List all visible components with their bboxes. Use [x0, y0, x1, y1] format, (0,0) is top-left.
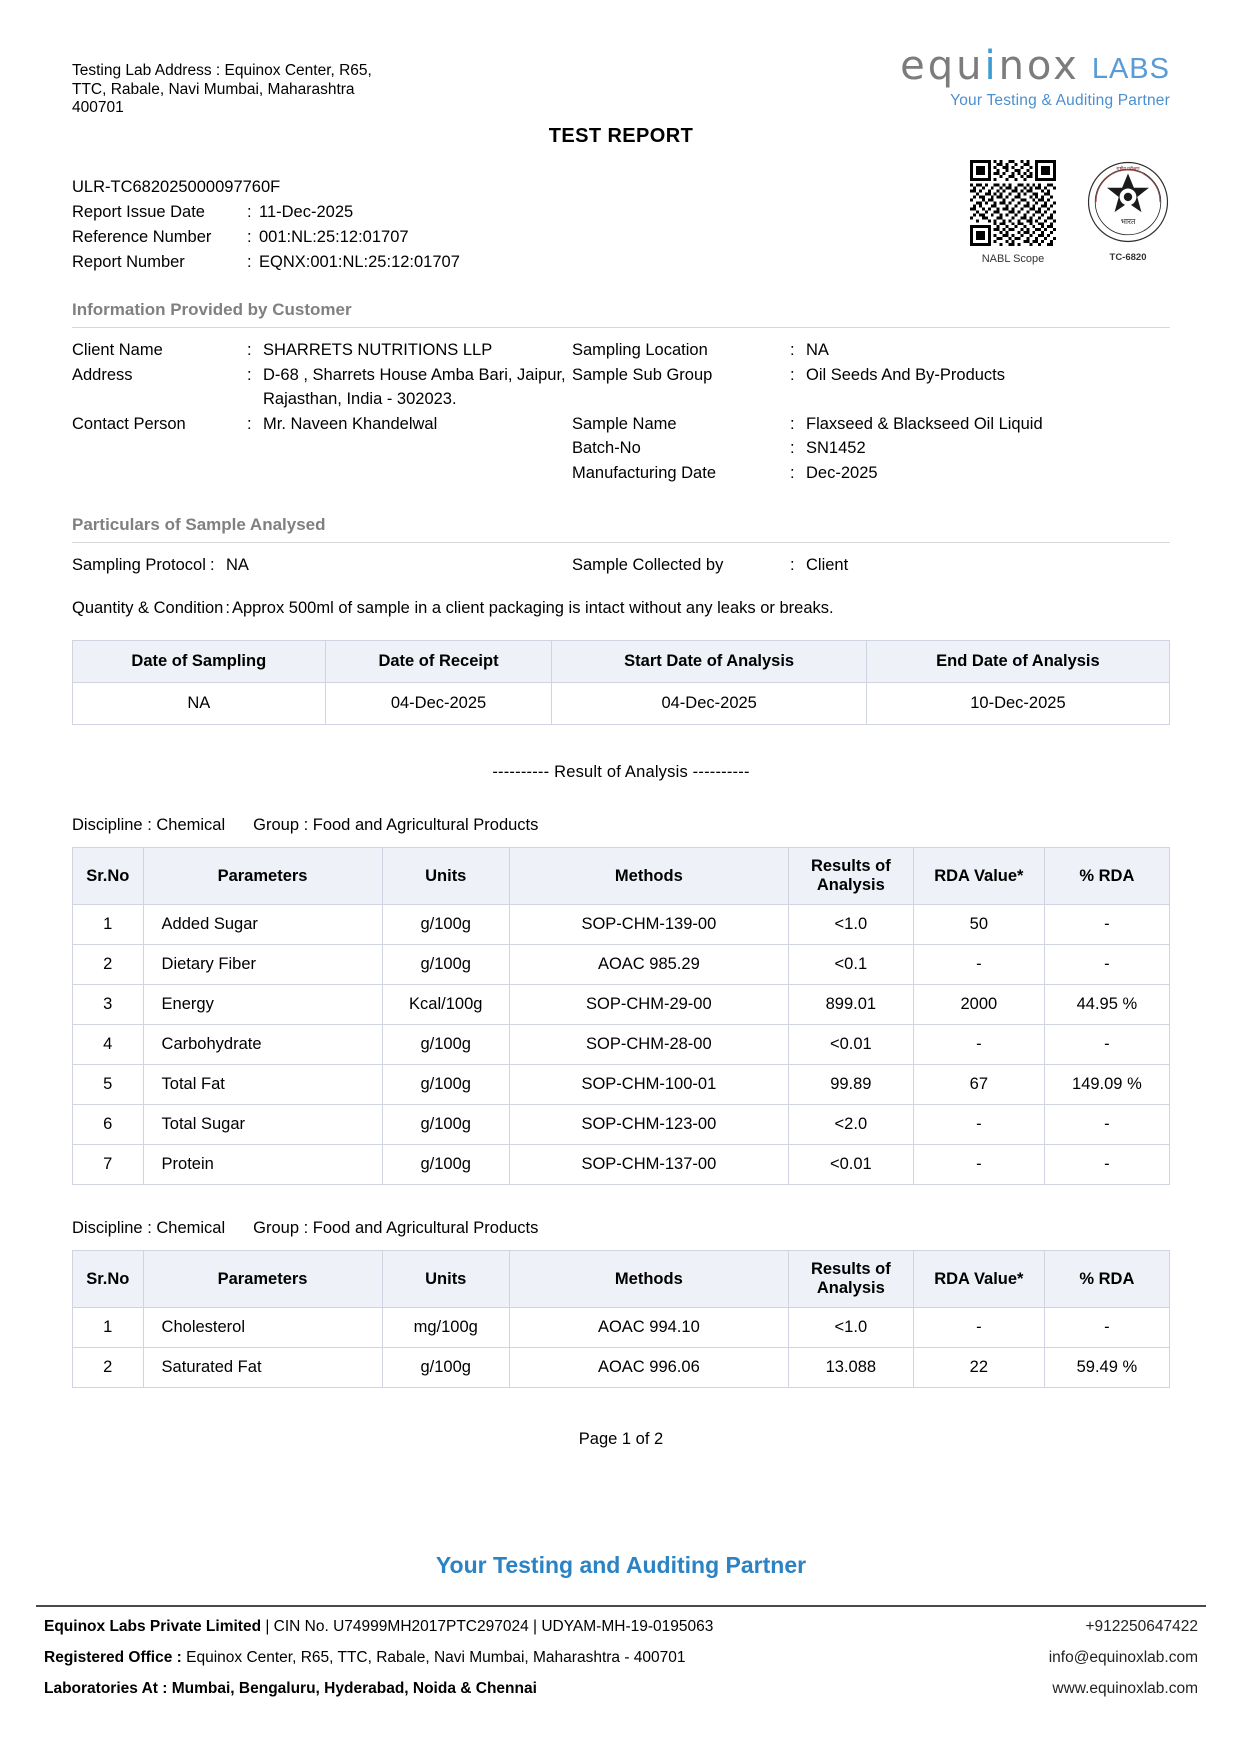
cell-result: <2.0 — [788, 1105, 913, 1145]
particulars-section-heading: Particulars of Sample Analysed — [72, 515, 1170, 543]
cell-method: SOP-CHM-29-00 — [509, 985, 788, 1025]
cell-units: g/100g — [382, 1348, 509, 1388]
sample-collected-label: Sample Collected by — [572, 556, 724, 574]
cell-rda: 50 — [913, 905, 1044, 945]
cell-sr: 3 — [73, 985, 144, 1025]
cell-parameter: Dietary Fiber — [143, 945, 382, 985]
discipline-label-2: Discipline : Chemical — [72, 1219, 226, 1237]
cell-percent-rda: - — [1044, 1105, 1169, 1145]
batch-no-value: SN1452 — [806, 439, 866, 457]
cell-percent-rda: 59.49 % — [1044, 1348, 1169, 1388]
results-header-2-col: Results of Analysis — [788, 1251, 913, 1308]
manufacturing-date-label: Manufacturing Date — [572, 463, 716, 482]
footer-office-label: Registered Office : — [44, 1649, 182, 1666]
lab-address: Testing Lab Address : Equinox Center, R65, TTC, Rabale, Navi Mumbai, Maharashtra 400701 — [72, 62, 372, 116]
equinox-logo — [885, 43, 1170, 110]
cell-sr: 7 — [73, 1145, 144, 1185]
report-issue-date-value: 11-Dec-2025 — [259, 203, 354, 221]
discipline-line-2 — [72, 1219, 1170, 1238]
contact-person-row — [72, 412, 572, 437]
client-name-value: SHARRETS NUTRITIONS LLP — [263, 341, 493, 359]
nabl-seal-block — [1086, 160, 1170, 263]
start-date-value: 04-Dec-2025 — [552, 683, 866, 725]
manufacturing-date-sep: : — [790, 463, 795, 482]
batch-no-sep: : — [790, 439, 795, 457]
report-number-value: EQNX:001:NL:25:12:01707 — [259, 253, 460, 271]
results-body-1 — [73, 905, 1170, 1185]
sampling-location-value: NA — [806, 341, 829, 359]
client-name-sep: : — [247, 341, 252, 359]
cell-sr: 2 — [73, 1348, 144, 1388]
reference-number-value: 001:NL:25:12:01707 — [259, 228, 409, 246]
analysis-dates-table — [72, 640, 1170, 725]
cell-percent-rda: - — [1044, 1145, 1169, 1185]
quantity-condition-row — [72, 599, 1170, 618]
cell-rda: 22 — [913, 1348, 1044, 1388]
sampling-location-label: Sampling Location — [572, 341, 708, 359]
sr-no-header-2: Sr.No — [73, 1251, 144, 1308]
reference-number-label: Reference Number — [72, 228, 212, 246]
sampling-protocol-value: NA — [226, 556, 249, 574]
cell-parameter: Cholesterol — [143, 1308, 382, 1348]
end-date-header: End Date of Analysis — [866, 641, 1169, 683]
cell-result: 899.01 — [788, 985, 913, 1025]
cell-method: SOP-CHM-123-00 — [509, 1105, 788, 1145]
units-header-1: Units — [382, 848, 509, 905]
quantity-condition-label: Quantity & Condition — [72, 599, 224, 617]
cell-method: SOP-CHM-28-00 — [509, 1025, 788, 1065]
footer-tagline: Your Testing and Auditing Partner — [435, 1552, 807, 1578]
client-name-row — [72, 338, 572, 363]
table-row — [73, 683, 1170, 725]
brand-wordmark — [900, 43, 1080, 89]
sampling-location-row — [572, 338, 1170, 363]
sample-name-row — [572, 412, 1170, 437]
cell-rda: - — [913, 1308, 1044, 1348]
cell-rda: - — [913, 1105, 1044, 1145]
reference-number-sep: : — [247, 228, 252, 246]
result-of-analysis-banner: ---------- Result of Analysis ---------- — [492, 763, 750, 781]
rda-value-header-2: RDA Value* — [913, 1251, 1044, 1308]
date-of-sampling-value: NA — [73, 683, 326, 725]
dates-header-row — [73, 641, 1170, 683]
cell-units: g/100g — [382, 1025, 509, 1065]
sample-sub-group-sep: : — [790, 365, 795, 384]
cell-percent-rda: - — [1044, 905, 1169, 945]
footer-email[interactable]: info@equinoxlab.com — [1048, 1649, 1198, 1666]
discipline-label-1: Discipline : Chemical — [72, 816, 226, 834]
cell-rda: - — [913, 1025, 1044, 1065]
particulars-row — [72, 553, 1170, 577]
footer-company-ids: | CIN No. U74999MH2017PTC297024 | UDYAM-MH-19-0195063 — [261, 1618, 714, 1635]
cell-sr: 6 — [73, 1105, 144, 1145]
table-row — [73, 945, 1170, 985]
results-header-row-2 — [73, 1251, 1170, 1308]
sample-collected-group — [572, 553, 1170, 577]
cell-units: Kcal/100g — [382, 985, 509, 1025]
table-row — [73, 1145, 1170, 1185]
cell-parameter: Protein — [143, 1145, 382, 1185]
results-header-row-1 — [73, 848, 1170, 905]
svg-text:भारत: भारत — [1120, 216, 1136, 226]
contact-person-value: Mr. Naveen Khandelwal — [263, 414, 438, 433]
sample-name-label: Sample Name — [572, 414, 677, 433]
discipline-line-1 — [72, 816, 1170, 835]
footer-website[interactable]: www.equinoxlab.com — [1052, 1680, 1198, 1697]
cell-result: <0.01 — [788, 1145, 913, 1185]
manufacturing-date-value: Dec-2025 — [806, 463, 878, 482]
page-title: TEST REPORT — [548, 125, 694, 147]
percent-rda-header-2: % RDA — [1044, 1251, 1169, 1308]
cell-sr: 1 — [73, 1308, 144, 1348]
date-of-receipt-value: 04-Dec-2025 — [325, 683, 552, 725]
customer-info-left — [72, 338, 572, 485]
cell-result: <1.0 — [788, 905, 913, 945]
sampling-protocol-sep: : — [210, 556, 215, 574]
results-header-1-col: Results of Analysis — [788, 848, 913, 905]
sample-sub-group-value: Oil Seeds And By-Products — [806, 365, 1006, 384]
spacer-row — [572, 387, 1170, 412]
cell-units: g/100g — [382, 945, 509, 985]
footer-company-line — [44, 1616, 713, 1638]
parameters-header-2: Parameters — [143, 1251, 382, 1308]
report-issue-date-label: Report Issue Date — [72, 203, 205, 221]
nabl-accreditation-icon — [1086, 160, 1170, 244]
start-date-header: Start Date of Analysis — [552, 641, 866, 683]
footer-row-company — [36, 1607, 1206, 1638]
sr-no-header-1: Sr.No — [73, 848, 144, 905]
table-row — [73, 1025, 1170, 1065]
brand-part-1: equ — [900, 43, 985, 89]
sampling-protocol-group — [72, 553, 572, 577]
batch-no-label: Batch-No — [572, 439, 641, 457]
report-issue-date-row — [72, 200, 460, 225]
cell-sr: 1 — [73, 905, 144, 945]
date-of-receipt-header: Date of Receipt — [325, 641, 552, 683]
cell-result: <0.1 — [788, 945, 913, 985]
ulr-number: ULR-TC682025000097760F — [72, 178, 281, 196]
report-issue-date-sep: : — [247, 203, 252, 221]
cell-units: g/100g — [382, 1105, 509, 1145]
cell-units: g/100g — [382, 1145, 509, 1185]
cell-sr: 4 — [73, 1025, 144, 1065]
report-body — [72, 300, 1170, 1449]
sample-collected-sep: : — [790, 556, 795, 574]
group-label-1: Group : Food and Agricultural Products — [253, 816, 539, 834]
cell-method: AOAC 985.29 — [509, 945, 788, 985]
page-number: Page 1 of 2 — [578, 1430, 664, 1448]
cell-result: 99.89 — [788, 1065, 913, 1105]
footer-office-address: Equinox Center, R65, TTC, Rabale, Navi Mumbai, Maharashtra - 400701 — [181, 1649, 686, 1666]
report-identifiers — [72, 175, 460, 275]
cell-parameter: Carbohydrate — [143, 1025, 382, 1065]
cell-method: SOP-CHM-139-00 — [509, 905, 788, 945]
sampling-location-sep: : — [790, 341, 795, 359]
footer-office-line — [44, 1647, 686, 1669]
cell-parameter: Energy — [143, 985, 382, 1025]
customer-section-heading: Information Provided by Customer — [72, 300, 1170, 328]
address-value: D-68 , Sharrets House Amba Bari, Jaipur, Rajasthan, India - 302023. — [263, 365, 566, 408]
page-header — [0, 0, 1242, 160]
methods-header-2: Methods — [509, 1251, 788, 1308]
manufacturing-date-row — [572, 461, 1170, 486]
cell-method: AOAC 994.10 — [509, 1308, 788, 1348]
report-number-label: Report Number — [72, 253, 185, 271]
address-sep: : — [247, 365, 252, 384]
customer-info-grid — [72, 338, 1170, 485]
sampling-protocol-label: Sampling Protocol — [72, 556, 206, 574]
rda-value-header-1: RDA Value* — [913, 848, 1044, 905]
cell-result: <0.01 — [788, 1025, 913, 1065]
footer-labs-line — [44, 1678, 537, 1700]
nabl-cert-number: TC-6820 — [1109, 252, 1147, 263]
cell-sr: 2 — [73, 945, 144, 985]
cell-parameter: Saturated Fat — [143, 1348, 382, 1388]
table-row — [73, 1105, 1170, 1145]
table-row — [73, 985, 1170, 1025]
cell-method: SOP-CHM-100-01 — [509, 1065, 788, 1105]
cell-percent-rda: 44.95 % — [1044, 985, 1169, 1025]
results-table-2 — [72, 1250, 1170, 1388]
table-row — [73, 905, 1170, 945]
cell-percent-rda: - — [1044, 1308, 1169, 1348]
table-row — [73, 1065, 1170, 1105]
svg-text:राष्ट्रीय परीक्षण: राष्ट्रीय परीक्षण — [1116, 166, 1140, 172]
sample-collected-value: Client — [806, 556, 849, 574]
contact-person-label: Contact Person — [72, 414, 186, 433]
cell-units: mg/100g — [382, 1308, 509, 1348]
cell-method: AOAC 996.06 — [509, 1348, 788, 1388]
footer-company-name: Equinox Labs Private Limited — [44, 1618, 262, 1635]
results-body-2 — [73, 1308, 1170, 1388]
qr-code-icon — [970, 160, 1056, 246]
cell-percent-rda: - — [1044, 1025, 1169, 1065]
report-number-row — [72, 250, 460, 275]
methods-header-1: Methods — [509, 848, 788, 905]
cell-percent-rda: 149.09 % — [1044, 1065, 1169, 1105]
cell-units: g/100g — [382, 1065, 509, 1105]
parameters-header-1: Parameters — [143, 848, 382, 905]
address-label: Address — [72, 365, 133, 384]
cell-rda: - — [913, 945, 1044, 985]
sample-sub-group-label: Sample Sub Group — [572, 365, 713, 384]
percent-rda-header-1: % RDA — [1044, 848, 1169, 905]
footer-phone: +912250647422 — [1085, 1618, 1198, 1635]
units-header-2: Units — [382, 1251, 509, 1308]
cell-parameter: Total Sugar — [143, 1105, 382, 1145]
batch-no-row — [572, 436, 1170, 461]
qr-code-block — [970, 160, 1056, 265]
client-name-label: Client Name — [72, 341, 163, 359]
sample-name-sep: : — [790, 414, 795, 433]
sample-sub-group-row — [572, 363, 1170, 388]
results-table-1 — [72, 847, 1170, 1185]
qr-code-label: NABL Scope — [981, 253, 1045, 265]
cell-units: g/100g — [382, 905, 509, 945]
brand-tagline: Your Testing & Auditing Partner — [950, 92, 1170, 109]
footer-row-labs — [36, 1669, 1206, 1700]
contact-person-sep: : — [247, 414, 252, 433]
date-of-sampling-header: Date of Sampling — [73, 641, 326, 683]
cell-result: 13.088 — [788, 1348, 913, 1388]
brand-labs-text: LABS — [1091, 53, 1170, 85]
report-number-sep: : — [247, 253, 252, 271]
cell-rda: 67 — [913, 1065, 1044, 1105]
cell-method: SOP-CHM-137-00 — [509, 1145, 788, 1185]
address-row — [72, 363, 572, 412]
cell-rda: 2000 — [913, 985, 1044, 1025]
cell-result: <1.0 — [788, 1308, 913, 1348]
brand-part-i: i — [984, 43, 999, 89]
group-label-2: Group : Food and Agricultural Products — [253, 1219, 539, 1237]
cell-parameter: Added Sugar — [143, 905, 382, 945]
brand-part-2: nox — [998, 43, 1080, 89]
cell-percent-rda: - — [1044, 945, 1169, 985]
certification-marks — [970, 160, 1170, 265]
quantity-condition-sep: : — [225, 599, 230, 617]
cell-parameter: Total Fat — [143, 1065, 382, 1105]
footer-row-office — [36, 1638, 1206, 1669]
cell-sr: 5 — [73, 1065, 144, 1105]
footer-labs-label: Laboratories At : Mumbai, Bengaluru, Hyderabad, Noida & Chennai — [44, 1680, 537, 1697]
reference-number-row — [72, 225, 460, 250]
page-footer — [36, 1605, 1206, 1700]
end-date-value: 10-Dec-2025 — [866, 683, 1169, 725]
table-row — [73, 1348, 1170, 1388]
sample-name-value: Flaxseed & Blackseed Oil Liquid — [806, 414, 1043, 433]
cell-rda: - — [913, 1145, 1044, 1185]
customer-info-right — [572, 338, 1170, 485]
table-row — [73, 1308, 1170, 1348]
quantity-condition-value: Approx 500ml of sample in a client packaging is intact without any leaks or breaks. — [231, 599, 834, 617]
